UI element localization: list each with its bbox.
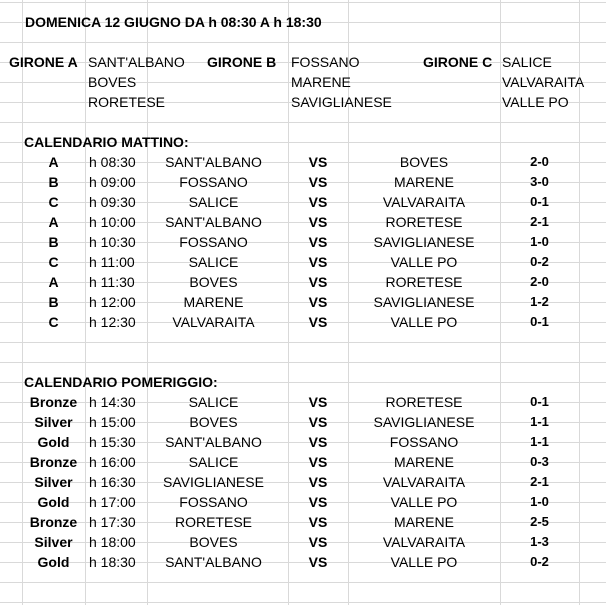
match-time: h 18:30: [89, 554, 136, 570]
vs-label: VS: [308, 534, 328, 550]
match-group: Bronze: [29, 394, 78, 410]
match-home-team: RORETESE: [174, 514, 252, 530]
vs-label: VS: [308, 514, 328, 530]
match-score: 0-1: [530, 194, 549, 209]
match-home-team: FOSSANO: [179, 174, 248, 190]
match-home-team: SALICE: [188, 254, 239, 270]
match-away-team: MARENE: [394, 454, 454, 470]
vs-label: VS: [308, 494, 328, 510]
morning-match-row: [0, 212, 606, 232]
match-away-team: SAVIGLIANESE: [373, 294, 475, 310]
grid-line: [0, 42, 606, 43]
match-away-team: VALLE PO: [390, 554, 458, 570]
match-time: h 16:00: [89, 454, 136, 470]
match-away-team: BOVES: [399, 154, 449, 170]
match-score: 1-3: [530, 534, 549, 549]
match-score: 2-0: [530, 274, 549, 289]
vs-label: VS: [308, 274, 328, 290]
groups-row-2: [0, 72, 606, 92]
vs-label: VS: [308, 474, 328, 490]
group-a-team: BOVES: [88, 74, 137, 90]
grid-line: [0, 362, 606, 363]
group-b-team: MARENE: [291, 74, 351, 90]
match-away-team: MARENE: [394, 514, 454, 530]
match-time: h 16:30: [89, 474, 136, 490]
match-group: B: [48, 234, 59, 250]
match-time: h 11:30: [89, 274, 135, 290]
match-score: 2-0: [530, 154, 549, 169]
afternoon-match-row: [0, 552, 606, 572]
match-score: 0-2: [530, 254, 549, 269]
match-score: 1-0: [530, 234, 549, 249]
grid-line: [0, 602, 606, 603]
vs-label: VS: [308, 174, 328, 190]
match-time: h 15:30: [89, 434, 136, 450]
vs-label: VS: [308, 434, 328, 450]
match-group: Gold: [37, 434, 70, 450]
match-home-team: SALICE: [188, 394, 239, 410]
match-group: Silver: [34, 474, 73, 490]
match-score: 1-0: [530, 494, 549, 509]
afternoon-heading-row: [0, 372, 606, 392]
match-time: h 17:00: [89, 494, 136, 510]
vs-label: VS: [308, 294, 328, 310]
vs-label: VS: [308, 314, 328, 330]
match-group: B: [48, 294, 59, 310]
match-away-team: VALVARAITA: [382, 474, 466, 490]
match-group: Gold: [37, 494, 70, 510]
morning-match-row: [0, 272, 606, 292]
match-time: h 12:00: [89, 294, 136, 310]
vs-label: VS: [308, 234, 328, 250]
match-score: 0-3: [530, 454, 549, 469]
match-group: A: [48, 154, 59, 170]
morning-match-row: [0, 252, 606, 272]
group-b-team: SAVIGLIANESE: [291, 94, 392, 110]
match-away-team: FOSSANO: [389, 434, 459, 450]
match-home-team: SALICE: [188, 454, 239, 470]
match-score: 0-1: [530, 314, 549, 329]
match-home-team: SANT'ALBANO: [165, 554, 262, 570]
match-home-team: FOSSANO: [179, 494, 248, 510]
vs-label: VS: [308, 214, 328, 230]
afternoon-match-row: [0, 392, 606, 412]
vs-label: VS: [308, 394, 328, 410]
match-score: 3-0: [530, 174, 549, 189]
match-time: h 09:30: [89, 194, 136, 210]
grid-line: [0, 342, 606, 343]
morning-match-row: [0, 172, 606, 192]
group-a-label: GIRONE A: [9, 54, 78, 70]
match-home-team: SAVIGLIANESE: [163, 474, 264, 490]
match-group: A: [48, 214, 59, 230]
afternoon-match-row: [0, 492, 606, 512]
group-b-team: FOSSANO: [291, 54, 360, 70]
groups-row-3: [0, 92, 606, 112]
group-c-team: VALLE PO: [502, 94, 569, 110]
morning-heading-row: [0, 132, 606, 152]
group-a-team: SANT'ALBANO: [88, 54, 185, 70]
afternoon-match-row: [0, 432, 606, 452]
match-group: A: [48, 274, 59, 290]
group-a-team: RORETESE: [88, 94, 166, 110]
match-time: h 10:00: [89, 214, 136, 230]
match-score: 2-5: [530, 514, 549, 529]
match-home-team: FOSSANO: [179, 234, 248, 250]
match-time: h 11:00: [89, 254, 135, 270]
morning-match-row: [0, 232, 606, 252]
afternoon-match-row: [0, 412, 606, 432]
vs-label: VS: [308, 454, 328, 470]
match-away-team: VALLE PO: [390, 254, 458, 270]
match-time: h 14:30: [89, 394, 136, 410]
grid-line: [0, 122, 606, 123]
afternoon-heading: CALENDARIO POMERIGGIO:: [24, 374, 218, 390]
afternoon-match-row: [0, 452, 606, 472]
vs-label: VS: [308, 194, 328, 210]
title-row: [0, 12, 606, 32]
group-b-label: GIRONE B: [207, 54, 277, 70]
match-score: 1-1: [530, 434, 549, 449]
match-home-team: SALICE: [188, 194, 239, 210]
morning-match-row: [0, 152, 606, 172]
match-group: B: [48, 174, 59, 190]
match-away-team: RORETESE: [385, 274, 463, 290]
match-score: 2-1: [530, 474, 549, 489]
group-c-team: SALICE: [502, 54, 552, 70]
afternoon-match-row: [0, 472, 606, 492]
match-time: h 15:00: [89, 414, 136, 430]
match-score: 1-2: [530, 294, 549, 309]
match-away-team: VALVARAITA: [382, 534, 466, 550]
grid-line: [0, 2, 606, 3]
match-time: h 18:00: [89, 534, 136, 550]
match-time: h 17:30: [89, 514, 136, 530]
morning-heading: CALENDARIO MATTINO:: [24, 134, 189, 150]
match-away-team: SAVIGLIANESE: [373, 414, 475, 430]
afternoon-match-row: [0, 512, 606, 532]
match-time: h 08:30: [89, 154, 136, 170]
match-home-team: BOVES: [189, 414, 238, 430]
match-time: h 10:30: [89, 234, 136, 250]
match-group: Bronze: [29, 454, 78, 470]
page-title: DOMENICA 12 GIUGNO DA h 08:30 A h 18:30: [25, 14, 322, 30]
match-away-team: RORETESE: [385, 394, 463, 410]
vs-label: VS: [308, 554, 328, 570]
match-group: C: [48, 314, 59, 330]
match-home-team: BOVES: [189, 274, 238, 290]
match-home-team: SANT'ALBANO: [165, 434, 262, 450]
morning-match-row: [0, 292, 606, 312]
match-away-team: MARENE: [394, 174, 454, 190]
morning-match-row: [0, 312, 606, 332]
match-away-team: SAVIGLIANESE: [373, 234, 475, 250]
match-group: C: [48, 194, 59, 210]
match-group: Bronze: [29, 514, 78, 530]
match-home-team: SANT'ALBANO: [165, 214, 262, 230]
match-score: 0-2: [530, 554, 549, 569]
afternoon-match-row: [0, 532, 606, 552]
match-away-team: RORETESE: [385, 214, 463, 230]
match-group: Gold: [37, 554, 70, 570]
match-time: h 12:30: [89, 314, 136, 330]
match-score: 0-1: [530, 394, 549, 409]
vs-label: VS: [308, 414, 328, 430]
match-time: h 09:00: [89, 174, 136, 190]
match-home-team: MARENE: [183, 294, 244, 310]
group-c-label: GIRONE C: [423, 54, 493, 70]
match-away-team: VALLE PO: [390, 494, 458, 510]
vs-label: VS: [308, 154, 328, 170]
match-home-team: SANT'ALBANO: [165, 154, 262, 170]
match-group: Silver: [34, 534, 73, 550]
match-home-team: VALVARAITA: [172, 314, 255, 330]
vs-label: VS: [308, 254, 328, 270]
grid-line: [0, 582, 606, 583]
match-group: C: [48, 254, 59, 270]
group-c-team: VALVARAITA: [502, 74, 585, 90]
match-away-team: VALLE PO: [390, 314, 458, 330]
match-away-team: VALVARAITA: [382, 194, 466, 210]
groups-row-1: [0, 52, 606, 72]
match-home-team: BOVES: [189, 534, 238, 550]
match-score: 1-1: [530, 414, 549, 429]
match-group: Silver: [34, 414, 73, 430]
morning-match-row: [0, 192, 606, 212]
match-score: 2-1: [530, 214, 549, 229]
